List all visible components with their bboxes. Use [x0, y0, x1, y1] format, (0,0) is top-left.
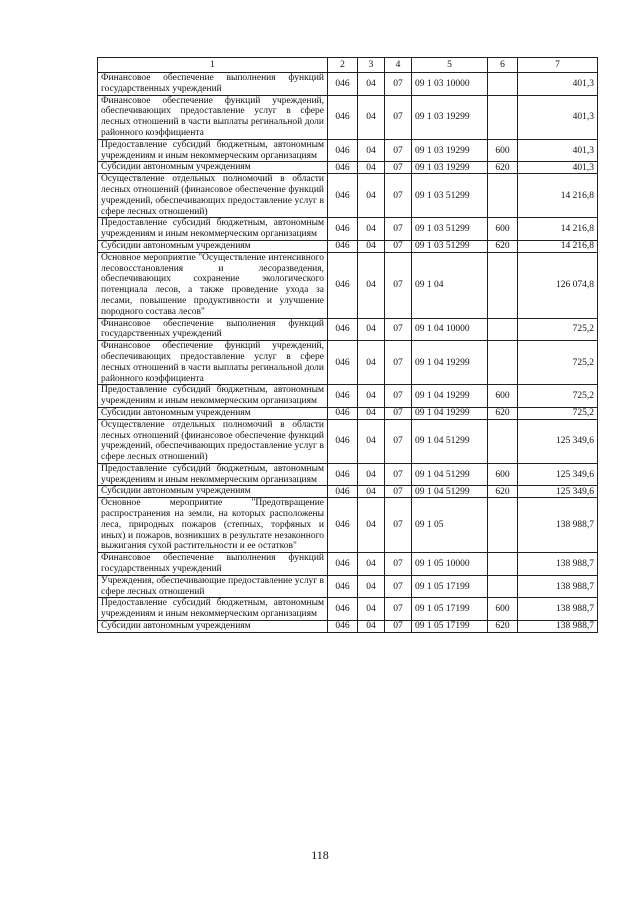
row-name-cell: Предоставление субсидий бюджетным, автономным учреждениям и иным некоммерческим организациям	[98, 598, 328, 621]
amount-cell: 725,2	[518, 407, 598, 419]
column-header-4: 4	[385, 58, 412, 73]
row-name-cell: Субсидии автономным учреждениям	[98, 407, 328, 419]
table-row	[98, 95, 598, 139]
ministry-code-cell: 046	[328, 486, 358, 498]
section-code-cell: 04	[358, 486, 385, 498]
target-article-cell: 09 1 03 19299	[412, 162, 488, 174]
expense-type-cell: 600	[488, 598, 518, 621]
target-article-cell: 09 1 03 51299	[412, 174, 488, 218]
expense-type-cell	[488, 73, 518, 96]
target-article-cell: 09 1 05 17199	[412, 575, 488, 598]
section-code-cell: 04	[358, 553, 385, 576]
ministry-code-cell: 046	[328, 252, 358, 318]
expense-type-cell: 620	[488, 621, 518, 633]
table-row	[98, 218, 598, 241]
section-code-cell: 04	[358, 385, 385, 408]
table-row	[98, 486, 598, 498]
table-row	[98, 419, 598, 463]
amount-cell: 126 074,8	[518, 252, 598, 318]
row-name-cell: Субсидии автономным учреждениям	[98, 621, 328, 633]
target-article-cell: 09 1 04 51299	[412, 486, 488, 498]
section-code-cell: 04	[358, 318, 385, 341]
amount-cell: 125 349,6	[518, 486, 598, 498]
target-article-cell: 09 1 03 19299	[412, 95, 488, 139]
section-code-cell: 04	[358, 341, 385, 385]
subsection-code-cell: 07	[385, 553, 412, 576]
ministry-code-cell: 046	[328, 575, 358, 598]
table-row	[98, 240, 598, 252]
expense-type-cell: 620	[488, 240, 518, 252]
table-row	[98, 139, 598, 162]
row-name-cell: Финансовое обеспечение функций учреждений, обеспечивающих предоставление услуг в сфере лесных отношений в части выплаты регинальной доли районного коэффициента	[98, 341, 328, 385]
amount-cell: 125 349,6	[518, 419, 598, 463]
subsection-code-cell: 07	[385, 162, 412, 174]
row-name-cell: Предоставление субсидий бюджетным, автономным учреждениям и иным некоммерческим организациям	[98, 385, 328, 408]
expense-type-cell	[488, 553, 518, 576]
row-name-cell: Предоставление субсидий бюджетным, автономным учреждениям и иным некоммерческим организациям	[98, 218, 328, 241]
header-row	[98, 58, 598, 73]
subsection-code-cell: 07	[385, 73, 412, 96]
target-article-cell: 09 1 04 10000	[412, 318, 488, 341]
ministry-code-cell: 046	[328, 218, 358, 241]
subsection-code-cell: 07	[385, 341, 412, 385]
column-header-5: 5	[412, 58, 488, 73]
column-header-3: 3	[358, 58, 385, 73]
table-row	[98, 162, 598, 174]
target-article-cell: 09 1 05	[412, 498, 488, 553]
amount-cell: 401,3	[518, 73, 598, 96]
section-code-cell: 04	[358, 575, 385, 598]
subsection-code-cell: 07	[385, 621, 412, 633]
section-code-cell: 04	[358, 419, 385, 463]
column-header-2: 2	[328, 58, 358, 73]
column-header-7: 7	[518, 58, 598, 73]
section-code-cell: 04	[358, 139, 385, 162]
ministry-code-cell: 046	[328, 407, 358, 419]
target-article-cell: 09 1 03 51299	[412, 218, 488, 241]
table-row	[98, 463, 598, 486]
section-code-cell: 04	[358, 218, 385, 241]
amount-cell: 725,2	[518, 341, 598, 385]
table-row	[98, 252, 598, 318]
amount-cell: 138 988,7	[518, 553, 598, 576]
ministry-code-cell: 046	[328, 498, 358, 553]
section-code-cell: 04	[358, 463, 385, 486]
section-code-cell: 04	[358, 162, 385, 174]
expense-type-cell	[488, 341, 518, 385]
subsection-code-cell: 07	[385, 407, 412, 419]
subsection-code-cell: 07	[385, 385, 412, 408]
ministry-code-cell: 046	[328, 419, 358, 463]
subsection-code-cell: 07	[385, 95, 412, 139]
row-name-cell: Субсидии автономным учреждениям	[98, 486, 328, 498]
target-article-cell: 09 1 05 17199	[412, 598, 488, 621]
section-code-cell: 04	[358, 498, 385, 553]
expense-type-cell	[488, 174, 518, 218]
target-article-cell: 09 1 04 19299	[412, 341, 488, 385]
target-article-cell: 09 1 04	[412, 252, 488, 318]
expense-type-cell: 600	[488, 218, 518, 241]
amount-cell: 401,3	[518, 139, 598, 162]
ministry-code-cell: 046	[328, 598, 358, 621]
page-number: 118	[311, 848, 329, 862]
target-article-cell: 09 1 05 10000	[412, 553, 488, 576]
table-row	[98, 318, 598, 341]
subsection-code-cell: 07	[385, 419, 412, 463]
subsection-code-cell: 07	[385, 598, 412, 621]
expense-type-cell	[488, 95, 518, 139]
ministry-code-cell: 046	[328, 95, 358, 139]
section-code-cell: 04	[358, 95, 385, 139]
target-article-cell: 09 1 04 51299	[412, 419, 488, 463]
section-code-cell: 04	[358, 73, 385, 96]
table-row	[98, 73, 598, 96]
ministry-code-cell: 046	[328, 385, 358, 408]
row-name-cell: Субсидии автономным учреждениям	[98, 240, 328, 252]
section-code-cell: 04	[358, 598, 385, 621]
amount-cell: 138 988,7	[518, 498, 598, 553]
ministry-code-cell: 046	[328, 318, 358, 341]
table-row	[98, 553, 598, 576]
expense-type-cell	[488, 252, 518, 318]
subsection-code-cell: 07	[385, 575, 412, 598]
budget-table	[97, 57, 598, 633]
amount-cell: 725,2	[518, 318, 598, 341]
target-article-cell: 09 1 05 17199	[412, 621, 488, 633]
target-article-cell: 09 1 03 10000	[412, 73, 488, 96]
ministry-code-cell: 046	[328, 341, 358, 385]
section-code-cell: 04	[358, 621, 385, 633]
row-name-cell: Основное мероприятие "Предотвращение распространения на земли, на которых расположены леса, природных пожаров (степных, торфяных и иных) и пожаров, возникших в результате незаконного выжигания сухой растительности и ее остатков"	[98, 498, 328, 553]
amount-cell: 401,3	[518, 162, 598, 174]
section-code-cell: 04	[358, 407, 385, 419]
target-article-cell: 09 1 04 19299	[412, 385, 488, 408]
table-row	[98, 575, 598, 598]
amount-cell: 138 988,7	[518, 621, 598, 633]
table-row	[98, 385, 598, 408]
row-name-cell: Осуществление отдельных полномочий в области лесных отношений (финансовое обеспечение функций учреждений, обеспечивающих предоставление услуг в сфере лесных отношений)	[98, 419, 328, 463]
expense-type-cell	[488, 575, 518, 598]
subsection-code-cell: 07	[385, 463, 412, 486]
expense-type-cell	[488, 498, 518, 553]
amount-cell: 125 349,6	[518, 463, 598, 486]
subsection-code-cell: 07	[385, 252, 412, 318]
table-row	[98, 498, 598, 553]
amount-cell: 14 216,8	[518, 218, 598, 241]
row-name-cell: Основное мероприятие "Осуществление интенсивного лесовосстановления и лесоразведения, обеспечивающих сохранение экологического потенциала лесов, а также проведение ухода за лесами, повышение продуктивности и улучшение породного состава лесов"	[98, 252, 328, 318]
row-name-cell: Предоставление субсидий бюджетным, автономным учреждениям и иным некоммерческим организациям	[98, 463, 328, 486]
target-article-cell: 09 1 04 51299	[412, 463, 488, 486]
expense-type-cell: 600	[488, 139, 518, 162]
row-name-cell: Осуществление отдельных полномочий в области лесных отношений (финансовое обеспечение функций учреждений, обеспечивающих предоставление услуг в сфере лесных отношений)	[98, 174, 328, 218]
amount-cell: 14 216,8	[518, 174, 598, 218]
row-name-cell: Предоставление субсидий бюджетным, автономным учреждениям и иным некоммерческим организациям	[98, 139, 328, 162]
row-name-cell: Учреждения, обеспечивающие предоставление услуг в сфере лесных отношений	[98, 575, 328, 598]
amount-cell: 14 216,8	[518, 240, 598, 252]
expense-type-cell: 600	[488, 463, 518, 486]
ministry-code-cell: 046	[328, 139, 358, 162]
expense-type-cell: 600	[488, 385, 518, 408]
ministry-code-cell: 046	[328, 463, 358, 486]
amount-cell: 401,3	[518, 95, 598, 139]
ministry-code-cell: 046	[328, 73, 358, 96]
table-body	[98, 58, 598, 633]
expense-type-cell: 620	[488, 486, 518, 498]
section-code-cell: 04	[358, 240, 385, 252]
subsection-code-cell: 07	[385, 318, 412, 341]
row-name-cell: Финансовое обеспечение выполнения функций государственных учреждений	[98, 73, 328, 96]
expense-type-cell: 620	[488, 162, 518, 174]
table-row	[98, 598, 598, 621]
table-row	[98, 621, 598, 633]
expense-type-cell	[488, 318, 518, 341]
ministry-code-cell: 046	[328, 621, 358, 633]
ministry-code-cell: 046	[328, 240, 358, 252]
row-name-cell: Финансовое обеспечение выполнения функций государственных учреждений	[98, 553, 328, 576]
target-article-cell: 09 1 03 51299	[412, 240, 488, 252]
ministry-code-cell: 046	[328, 174, 358, 218]
amount-cell: 725,2	[518, 385, 598, 408]
table-row	[98, 341, 598, 385]
subsection-code-cell: 07	[385, 174, 412, 218]
ministry-code-cell: 046	[328, 162, 358, 174]
expense-type-cell	[488, 419, 518, 463]
target-article-cell: 09 1 04 19299	[412, 407, 488, 419]
section-code-cell: 04	[358, 174, 385, 218]
target-article-cell: 09 1 03 19299	[412, 139, 488, 162]
ministry-code-cell: 046	[328, 553, 358, 576]
subsection-code-cell: 07	[385, 498, 412, 553]
column-header-6: 6	[488, 58, 518, 73]
section-code-cell: 04	[358, 252, 385, 318]
table-row	[98, 174, 598, 218]
amount-cell: 138 988,7	[518, 598, 598, 621]
amount-cell: 138 988,7	[518, 575, 598, 598]
expense-type-cell: 620	[488, 407, 518, 419]
column-header-1: 1	[98, 58, 328, 73]
row-name-cell: Финансовое обеспечение функций учреждений, обеспечивающих предоставление услуг в сфере лесных отношений в части выплаты регинальной доли районного коэффициента	[98, 95, 328, 139]
row-name-cell: Финансовое обеспечение выполнения функций государственных учреждений	[98, 318, 328, 341]
table-row	[98, 407, 598, 419]
subsection-code-cell: 07	[385, 240, 412, 252]
subsection-code-cell: 07	[385, 218, 412, 241]
row-name-cell: Субсидии автономным учреждениям	[98, 162, 328, 174]
subsection-code-cell: 07	[385, 486, 412, 498]
subsection-code-cell: 07	[385, 139, 412, 162]
